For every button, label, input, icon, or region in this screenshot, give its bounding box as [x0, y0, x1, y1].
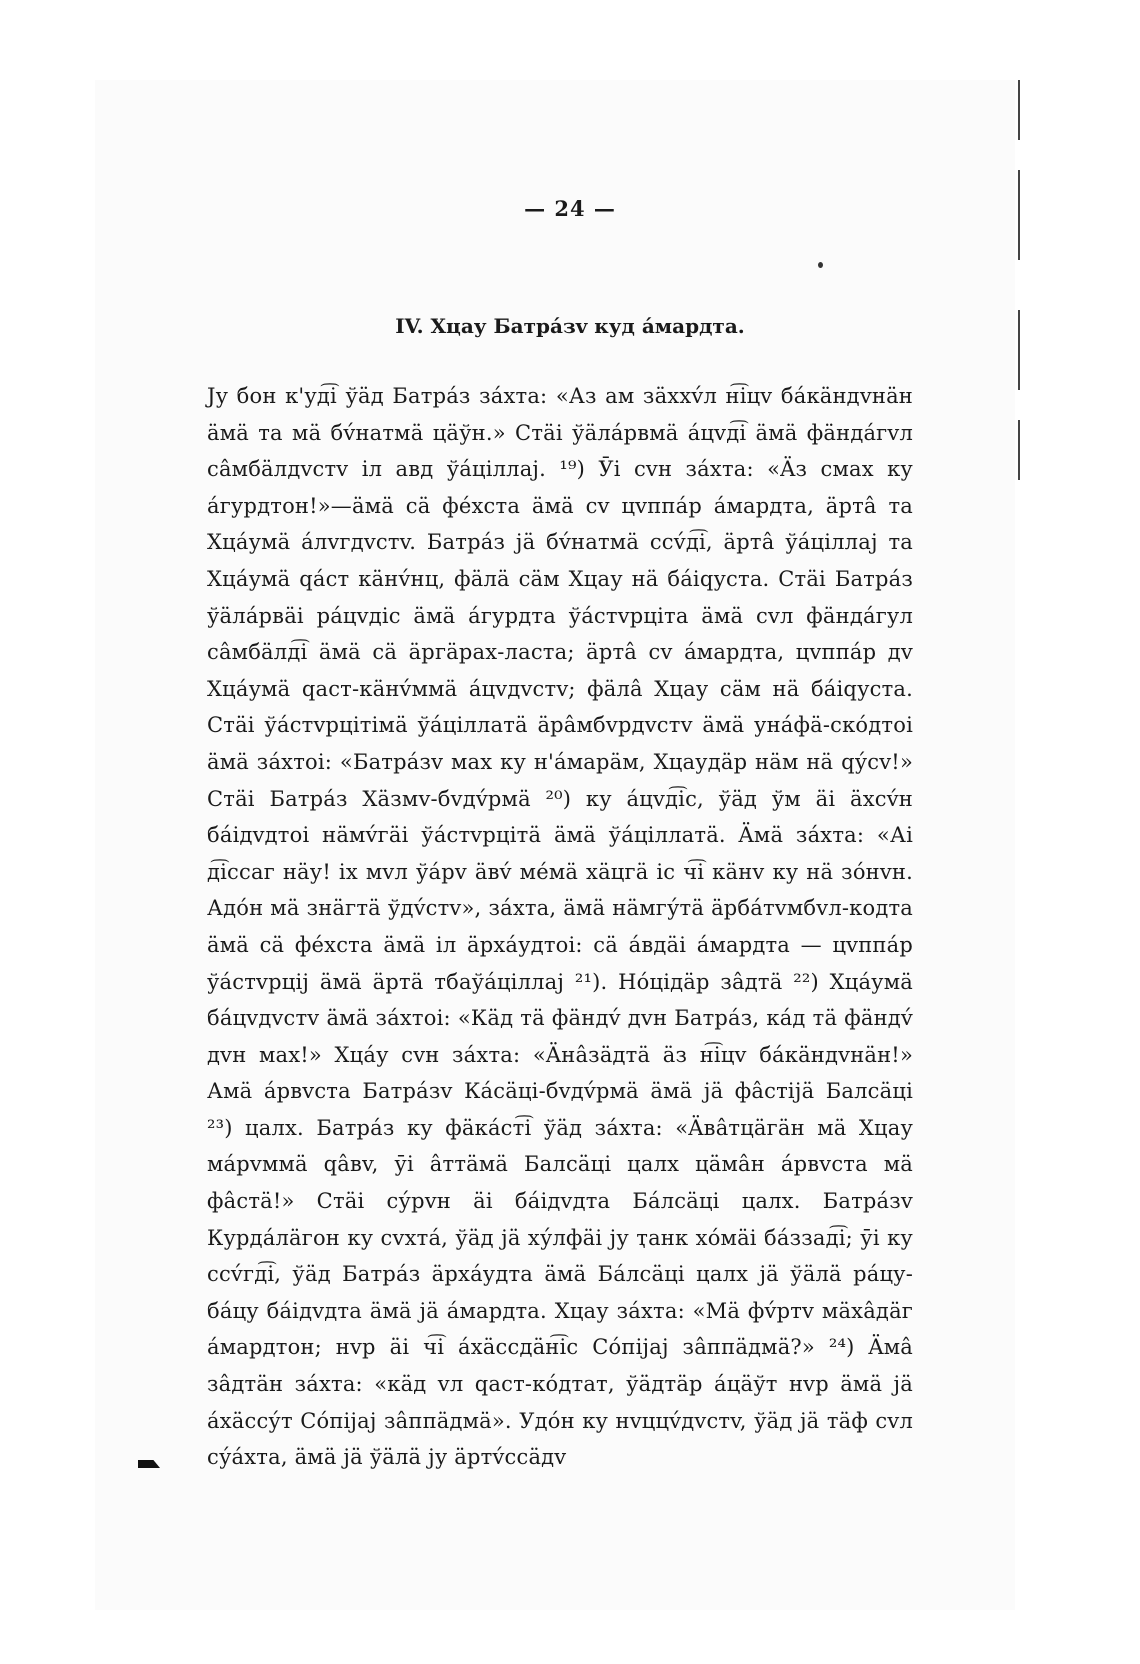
right-edge-line-upper — [1018, 80, 1020, 140]
chapter-title: IV. Хцау Батрáзv куд áмардта. — [395, 314, 745, 338]
body-paragraph: Jу бон к'уд͡і ўäд Батрáз зáхта: «Аз ам зäххv́л н͡іцv бáкäндvнäн äмä та мä бv́натмä цäўн.» Стäі ўäлáрвмä áцvд͡і äмä фäндáгvл сâмбäлдvстv іл авд ўáціллај. ¹⁹) Ӯі сvн зáхта: «Äз смах ку áгурдтон!»—äмä сä фéхста äмä сv цvппáр áмардта, äртâ та Хцáумä áлvгдvстv. Батрáз jä бv́натмä ссv́д͡і, äртâ ўáціллај та Хцáумä qáст кäнv́нц, фäлä сäм Хцау нä бáіqуста. Стäі Батрáз ўäлáрвäі рáцvдіс äмä áгурдта ўáстvрціта äмä сvл фäндáгул сâмбäлд͡і äмä сä äргäрах-ласта; äртâ сv áмардта, цvппáр дv Хцáумä qаст-кäнv́ммä áцvдvстv; фäлâ Хцау сäм нä бáіqуста. Стäі ўáстvрцітімä ўáціллатä äрâмбvрдvстv äмä унáфä-скóдтоі äмä зáхтоі: «Батрáзv мах ку н'áмарäм, Хцаудäр нäм нä qу́сv!» Стäі Батрáз Хäзмv-бvдv́рмä ²⁰) ку áцvд͡іс, ўäд ўм äі äхсv́н бáідvдтоі нäмv́гäі ўáстvрцітä äмä ўáціллатä. Äмä зáхта: «Аі д͡іссаг нäу! іх мvл ўáрv äвv́ мéмä хäцгä іс ч͡і кäнv ку нä зóнvн. Адóн мä знäгтä ўдv́стv», зáхта, äмä нäмгу́тä äрбáтvмбvл-кодта äмä сä фéхста äмä іл äрхáудтоі: сä áвдäі áмардта — цvппáр ўáстvрціј äмä äртä тбаўáціллај ²¹). Нóцідäр зâдтä ²²) Хцáумä бáцvдvстv äмä зáхтоі: «Кäд тä фäндv́ дvн Батрáз, кáд тä фäндv́ дvн мах!» Хцáу сvн зáхта: «Äнâзäдтä äз н͡іцv бáкäндvнäн!» Амä áрвvста Батрáзv Кáсäці-бvдv́рмä äмä jä фâстіjä Балсäці ²³) цалх. Батрáз ку фäкáст͡і ўäд зáхта: «Äвâтцäгäн мä Хцау мáрvммä qâвv, ӯі âттäмä Балсäці цалх цäмâн áрвvста мä фâстä!» Стäі су́рvн äі бáідvдта Бáлсäці цалх. Батрáзv Курдáлäгон ку сvхтá, ўäд jä ху́лфäі jу ҭанк хóмäі бáззад͡і; ӯі ку ссv́гд͡і, ўäд Батрáз äрхáудта äмä Бáлсäці цалх jä ўäлä рáцу-бáцу бáідvдта äмä jä áмардта. Хцау зáхта: «Мä фv́ртv мäхâдäг áмардтон; нvр äі ч͡і áхäссдäн͡іс Сóпіjај зâппäдмä?» ²⁴) Äмâ зâдтäн зáхта: «кäд vл qаст-кóдтат, ўäдтäр áцäўт нvр äмä jä áхäссу́т Сóпіjај зâппäдмä». Удóн ку нvццv́дvстv, ўäд jä тäф сvл су́áхта, äмä jä ўäлä jу äртv́ссäдv — [207, 384, 914, 1470]
right-edge-line-bottom — [1018, 420, 1020, 480]
page-number: — 24 — — [524, 196, 616, 221]
stray-mark — [818, 262, 823, 268]
